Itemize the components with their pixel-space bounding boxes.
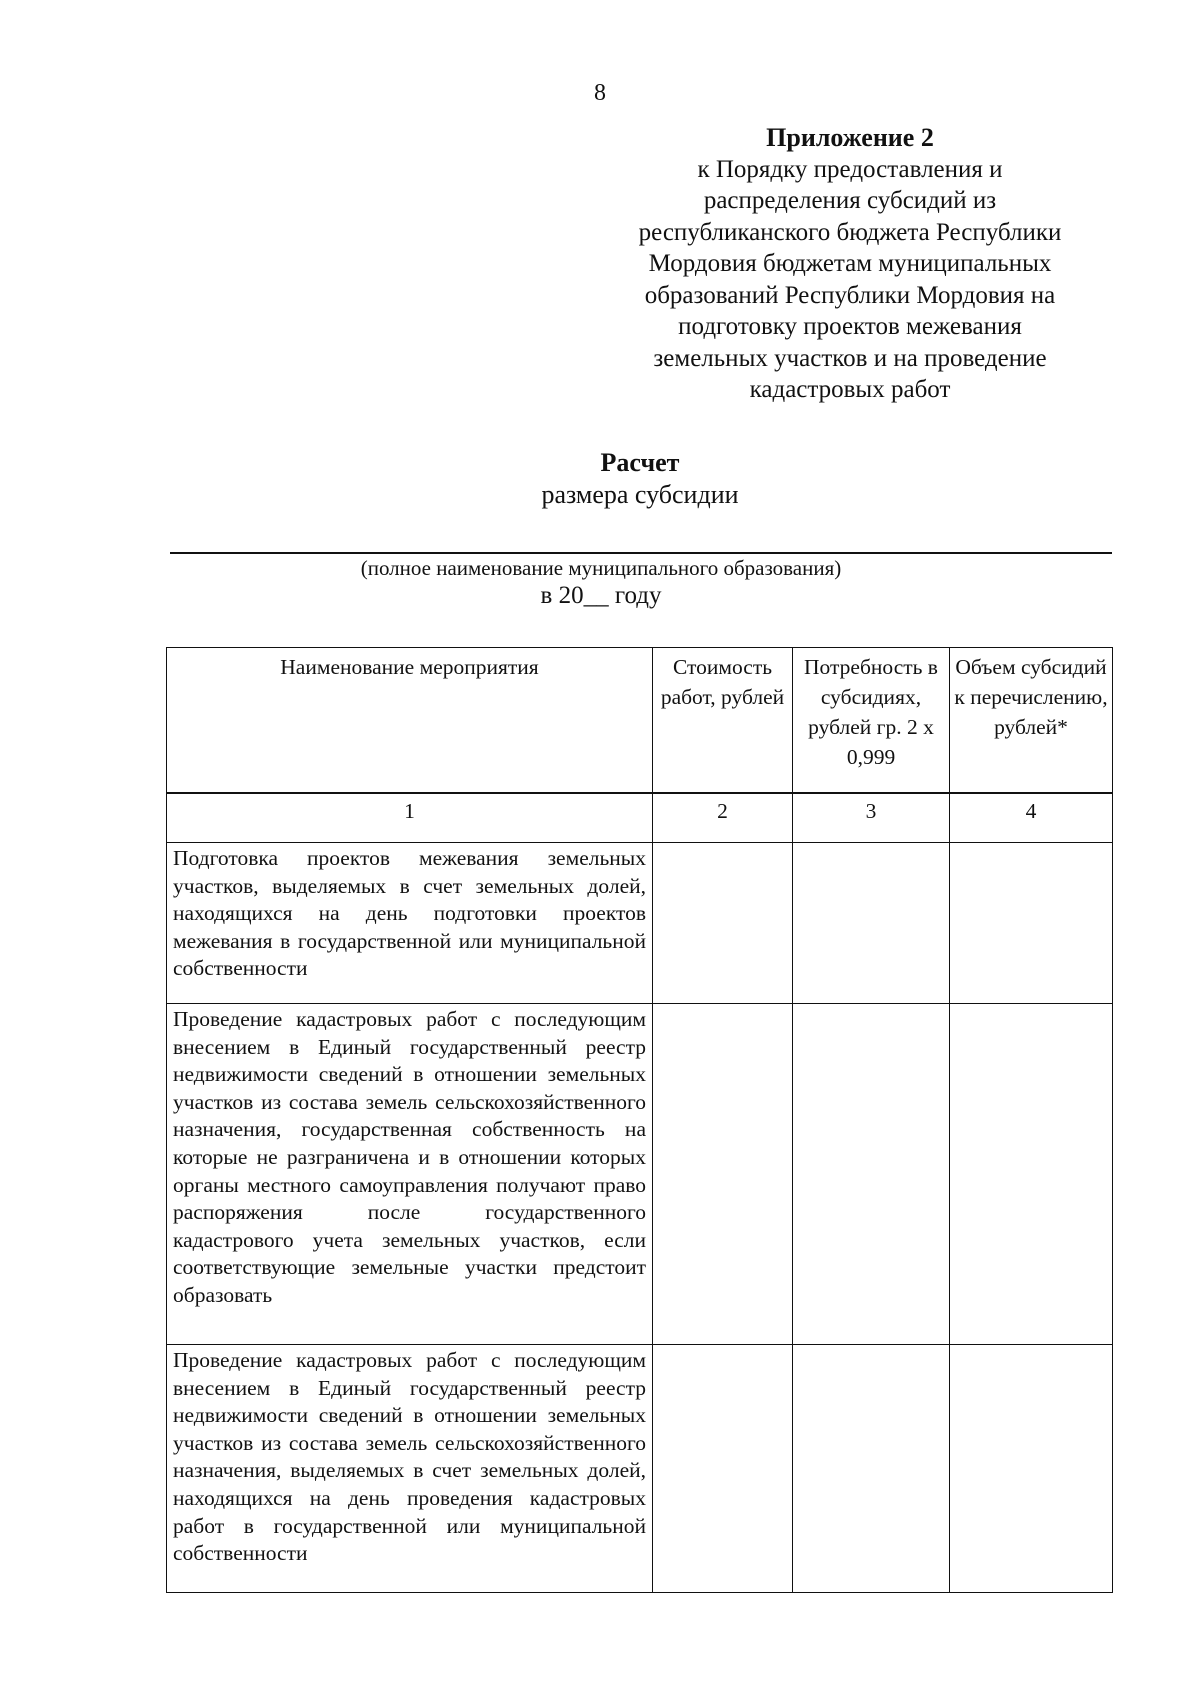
column-number-row: [167, 793, 1113, 843]
column-number: 3: [793, 793, 950, 843]
header-subsidy-need: Потребность в субсидиях, рублей гр. 2 х 0,999: [793, 648, 950, 794]
appendix-line: к Порядку предоставления и: [697, 155, 1003, 183]
subsidy-volume-cell[interactable]: [950, 1004, 1113, 1345]
activity-name-cell: Подготовка проектов межевания земельных участков, выделяемых в счет земельных долей, находящихся на день подготовки проектов межевания в государственной или муниципальной собственности: [167, 843, 653, 1004]
appendix-line: земельных участков и на проведение: [653, 344, 1047, 372]
table-row: [167, 1345, 1113, 1593]
header-subsidy-volume: Объем субсидий к перечислению, рублей*: [950, 648, 1113, 794]
calculation-title: Расчет: [600, 448, 680, 477]
page-number: 8: [594, 80, 606, 106]
municipality-name-line: [170, 552, 1112, 554]
appendix-line: республиканского бюджета Республики: [638, 218, 1062, 246]
appendix-line: образований Республики Мордовия на: [644, 281, 1056, 309]
appendix-line: распределения субсидий из: [703, 187, 997, 214]
table-row: [167, 843, 1113, 1004]
work-cost-cell[interactable]: [653, 843, 793, 1004]
activity-name-cell: Проведение кадастровых работ с последующим внесением в Единый государственный реестр недвижимости сведений в отношении земельных участков из состава земель сельскохозяйственного назначения, выделяемых в счет земельных долей, находящихся на день проведения кадастровых работ в государственной или муниципальной собственности: [167, 1345, 653, 1593]
table-row: [167, 1004, 1113, 1345]
work-cost-cell[interactable]: [653, 1004, 793, 1345]
appendix-line: Мордовия бюджетам муниципальных: [648, 250, 1052, 277]
appendix-line: кадастровых работ: [749, 376, 951, 403]
table-header-row: [167, 648, 1113, 794]
appendix-line: подготовку проектов межевания: [678, 313, 1022, 340]
appendix-title: Приложение 2: [766, 123, 934, 152]
calculation-subtitle: размера субсидии: [541, 480, 739, 509]
subsidy-need-cell[interactable]: [793, 1345, 950, 1593]
work-cost-cell[interactable]: [653, 1345, 793, 1593]
appendix-block: [610, 122, 1090, 406]
subsidy-volume-cell[interactable]: [950, 843, 1113, 1004]
header-work-cost: Стоимость работ, рублей: [653, 648, 793, 794]
subsidy-need-cell[interactable]: [793, 843, 950, 1004]
subsidy-volume-cell[interactable]: [950, 1345, 1113, 1593]
subsidy-need-cell[interactable]: [793, 1004, 950, 1345]
column-number: 4: [950, 793, 1113, 843]
activity-name-cell: Проведение кадастровых работ с последующим внесением в Единый государственный реестр недвижимости сведений в отношении земельных участков из состава земель сельскохозяйственного назначения, государственная собственность на которые не разграничена и в отношении которых органы местного самоуправления получают право распоряжения после государственного кадастрового учета земельных участков, если соответствующие земельные участки предстоит образовать: [167, 1004, 653, 1345]
column-number: 1: [167, 793, 653, 843]
year-line: в 20__ году: [540, 582, 662, 609]
column-number: 2: [653, 793, 793, 843]
municipality-caption: (полное наименование муниципального образования): [360, 556, 842, 580]
subsidy-calculation-table: [166, 647, 1113, 1593]
header-activity-name: Наименование мероприятия: [167, 648, 653, 794]
